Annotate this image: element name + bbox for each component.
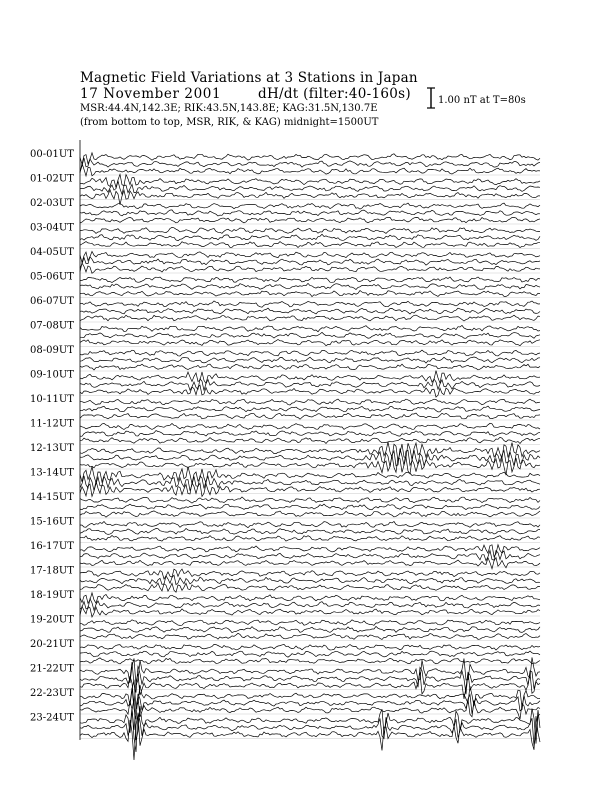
trace-kag <box>80 340 540 346</box>
trace-msr <box>80 423 540 429</box>
trace-msr <box>80 442 540 462</box>
trace-msr <box>80 497 540 503</box>
hour-label: 19-20UT <box>30 614 74 626</box>
trace-msr <box>80 522 540 528</box>
trace-rik <box>80 406 540 412</box>
trace-msr <box>80 252 540 263</box>
trace-rik <box>80 357 540 363</box>
trace-rik <box>80 181 540 194</box>
trace-kag <box>80 315 540 321</box>
trace-kag <box>80 583 540 592</box>
hour-label: 01-02UT <box>30 173 74 185</box>
trace-kag <box>80 607 540 618</box>
hour-label: 20-21UT <box>30 639 74 650</box>
hour-label: 10-11UT <box>30 394 74 405</box>
trace-msr <box>80 644 540 650</box>
trace-msr <box>80 203 540 209</box>
chart-title: Magnetic Field Variations at 3 Stations in Japan <box>80 70 418 86</box>
trace-kag <box>80 291 540 297</box>
trace-kag <box>80 413 540 419</box>
trace-msr <box>80 277 540 283</box>
trace-kag <box>80 633 540 639</box>
hour-label: 04-05UT <box>30 247 74 258</box>
trace-kag <box>80 364 540 370</box>
trace-msr <box>80 227 540 233</box>
trace-msr <box>80 301 540 307</box>
hour-label: 13-14UT <box>30 467 74 479</box>
trace-msr <box>80 399 540 405</box>
hour-label: 16-17UT <box>30 541 74 552</box>
trace-msr <box>80 593 540 603</box>
hour-label: 15-16UT <box>30 516 74 528</box>
hour-label: 06-07UT <box>30 296 74 307</box>
trace-msr <box>80 350 540 356</box>
hour-label: 14-15UT <box>30 492 74 503</box>
trace-rik <box>80 308 540 314</box>
trace-kag <box>80 217 540 223</box>
hour-label: 00-01UT <box>30 149 74 160</box>
trace-rik <box>80 651 540 657</box>
hour-label: 21-22UT <box>30 663 74 675</box>
hour-label: 22-23UT <box>30 688 74 699</box>
trace-rik <box>80 575 540 585</box>
trace-rik <box>80 688 540 720</box>
hour-label: 12-13UT <box>30 443 74 454</box>
trace-order-note: (from bottom to top, MSR, RIK, & KAG) midnight=1500UT <box>80 117 379 128</box>
trace-rik <box>80 599 540 611</box>
trace-msr <box>80 325 540 331</box>
trace-kag <box>80 455 540 476</box>
station-traces <box>80 153 540 760</box>
trace-msr <box>80 153 540 164</box>
trace-kag <box>80 437 540 443</box>
trace-msr <box>80 569 540 579</box>
trace-kag <box>80 536 540 542</box>
trace-kag <box>80 263 540 273</box>
hour-label: 09-10UT <box>30 369 74 381</box>
scale-bar-label: 1.00 nT at T=80s <box>438 95 526 106</box>
hour-labels <box>30 149 74 724</box>
trace-kag <box>80 190 540 205</box>
hour-label: 05-06UT <box>30 271 74 283</box>
chart-quantity-filter: dH/dt (filter:40-160s) <box>258 86 411 102</box>
trace-kag <box>80 672 540 705</box>
hour-label: 18-19UT <box>30 590 74 601</box>
trace-rik <box>80 283 540 289</box>
trace-rik <box>80 379 540 391</box>
hour-label: 11-12UT <box>30 418 74 430</box>
trace-kag <box>80 658 540 664</box>
scale-bar <box>427 88 435 108</box>
hour-label: 03-04UT <box>30 222 74 234</box>
hour-label: 17-18UT <box>30 565 74 577</box>
hour-label: 07-08UT <box>30 320 74 332</box>
trace-rik <box>80 626 540 632</box>
trace-rik <box>80 551 540 561</box>
trace-rik <box>80 210 540 216</box>
trace-rik <box>80 431 540 437</box>
trace-msr <box>80 371 540 384</box>
trace-rik <box>80 234 540 240</box>
trace-msr <box>80 174 540 187</box>
trace-rik <box>80 257 540 268</box>
trace-rik <box>80 504 540 510</box>
hour-label: 02-03UT <box>30 198 74 209</box>
hour-label: 23-24UT <box>30 712 74 724</box>
hour-label: 08-09UT <box>30 345 74 356</box>
trace-rik <box>80 529 540 535</box>
trace-kag <box>80 163 540 176</box>
trace-kag <box>80 242 540 248</box>
trace-msr <box>80 620 540 626</box>
trace-kag <box>80 481 540 497</box>
trace-rik <box>80 332 540 338</box>
trace-kag <box>80 511 540 517</box>
trace-rik <box>80 476 540 491</box>
station-coordinates: MSR:44.4N,142.3E; RIK:43.5N,143.8E; KAG:31.5N,130.7E <box>80 103 378 114</box>
chart-date: 17 November 2001 <box>80 86 222 102</box>
